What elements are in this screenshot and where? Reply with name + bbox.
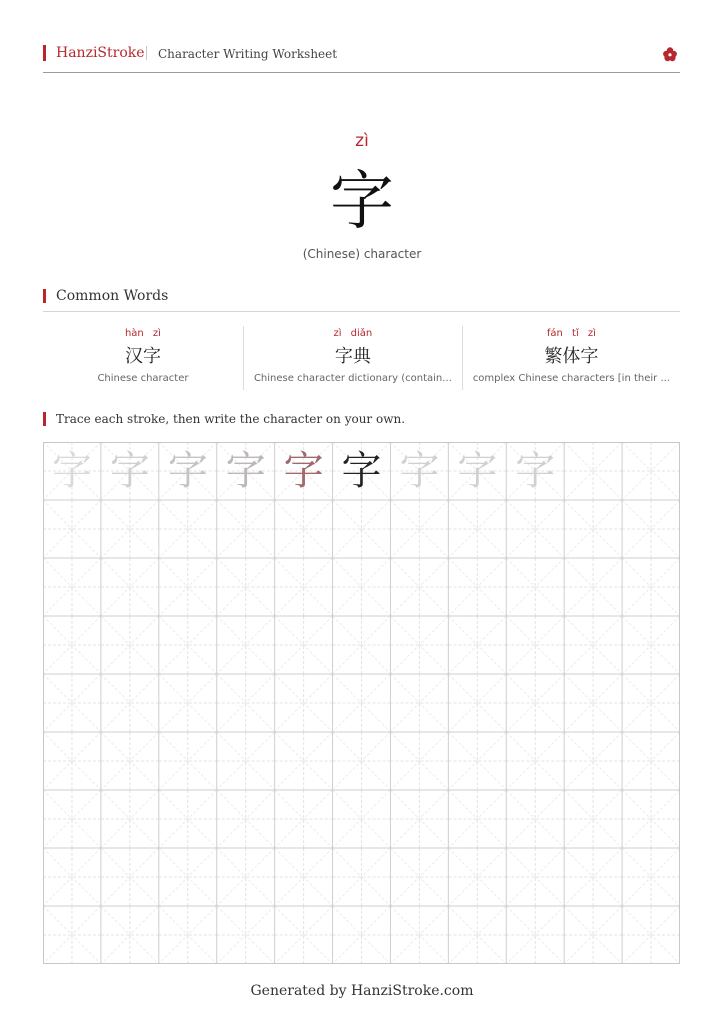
stroke-order-character: 字 <box>225 448 266 494</box>
stroke-order-character: 字 <box>109 448 150 494</box>
word-english: Chinese character <box>97 373 189 384</box>
stroke-order-character: 字 <box>399 448 440 494</box>
main-character: 字 <box>330 165 394 239</box>
practice-instruction: Trace each stroke, then write the character on your own. <box>56 412 406 426</box>
header-divider <box>146 46 147 60</box>
word-pinyin: fán tǐ zì <box>546 328 596 339</box>
word-item <box>243 326 462 390</box>
stroke-order-character: 字 <box>167 448 208 494</box>
worksheet-header <box>43 42 680 73</box>
word-item <box>462 326 680 390</box>
word-english: complex Chinese characters [in their ... <box>472 373 670 384</box>
common-words-title: Common Words <box>56 288 169 304</box>
character-meaning: (Chinese) character <box>302 247 422 261</box>
word-pinyin: hàn zì <box>124 328 161 339</box>
stroke-order-character: 字 <box>52 448 92 494</box>
brand-name: HanziStroke <box>56 45 145 61</box>
word-hanzi: 繁体字 <box>544 346 599 367</box>
word-hanzi: 汉字 <box>124 346 161 367</box>
stroke-order-character: 字 <box>283 448 324 494</box>
word-english: Chinese character dictionary (contain... <box>253 373 452 384</box>
section-accent-bar <box>43 412 46 426</box>
word-pinyin: zì diǎn <box>333 328 373 339</box>
word-item <box>43 326 243 390</box>
common-words-list <box>43 326 680 390</box>
header-accent-bar <box>43 45 46 61</box>
practice-grid-border <box>43 442 680 964</box>
worksheet-subtitle: Character Writing Worksheet <box>158 47 338 61</box>
character-pinyin: zì <box>355 131 369 151</box>
stroke-order-character: 字 <box>457 448 498 494</box>
section-accent-bar <box>43 289 46 303</box>
section-divider <box>43 311 680 312</box>
footer-credit: Generated by HanziStroke.com <box>250 983 474 999</box>
flower-icon <box>662 46 678 62</box>
stroke-order-character: 字 <box>515 448 556 494</box>
stroke-order-character: 字 <box>341 448 382 494</box>
word-hanzi: 字典 <box>334 346 371 367</box>
